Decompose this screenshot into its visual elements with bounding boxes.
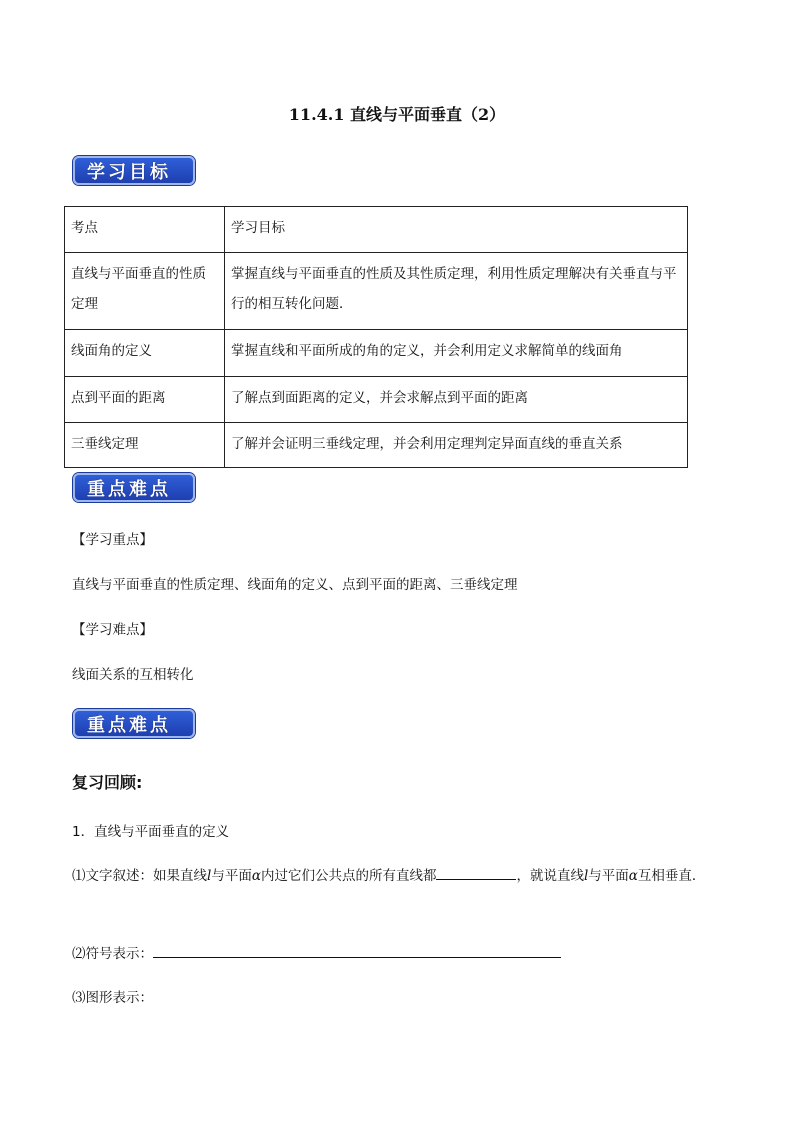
page-title: 11.4.1 直线与平面垂直（2） bbox=[288, 105, 506, 124]
section-banner-objectives: 学习目标 bbox=[73, 156, 195, 185]
review-title: 复习回顾: bbox=[72, 773, 143, 792]
text-run: 与平面 bbox=[211, 868, 252, 884]
table-cell-goal: 了解并会证明三垂线定理，并会利用定理判定异面直线的垂直关系 bbox=[225, 423, 688, 468]
table-header-cell: 学习目标 bbox=[225, 207, 688, 253]
text-run: ⑵符号表示： bbox=[72, 946, 153, 962]
table-cell-goal: 了解点到面距离的定义，并会求解点到平面的距离 bbox=[225, 377, 688, 423]
section-banner-keypoints: 重点难点 bbox=[73, 473, 195, 502]
fill-blank[interactable] bbox=[153, 943, 561, 958]
text-run: ，就说直线 bbox=[516, 868, 584, 884]
variable-l: l bbox=[583, 868, 589, 884]
fill-blank[interactable] bbox=[436, 865, 516, 880]
table-header-row bbox=[65, 207, 688, 253]
table-row bbox=[65, 377, 688, 423]
definition-paragraph bbox=[72, 859, 724, 893]
objectives-table bbox=[64, 206, 688, 468]
variable-alpha: α bbox=[628, 868, 638, 884]
variable-alpha: α bbox=[251, 868, 261, 884]
table-header-cell: 考点 bbox=[65, 207, 225, 253]
variable-l: l bbox=[207, 868, 212, 884]
key-text: 直线与平面垂直的性质定理、线面角的定义、点到平面的距离、三垂线定理 bbox=[72, 577, 518, 593]
key-label: 【学习重点】 bbox=[72, 532, 153, 548]
table-row bbox=[65, 253, 688, 330]
text-run: 与平面 bbox=[588, 868, 629, 884]
table-cell-topic: 直线与平面垂直的性质定理 bbox=[65, 253, 225, 330]
table-row bbox=[65, 330, 688, 377]
difficulty-text: 线面关系的互相转化 bbox=[72, 667, 194, 683]
table-cell-topic: 三垂线定理 bbox=[65, 423, 225, 468]
text-run: ⑴文字叙述：如果直线 bbox=[72, 868, 207, 884]
review-item-1: 1．直线与平面垂直的定义 bbox=[72, 824, 230, 840]
figure-paragraph: ⑶图形表示： bbox=[72, 990, 153, 1006]
table-cell-topic: 点到平面的距离 bbox=[65, 377, 225, 423]
section-banner-keypoints-2: 重点难点 bbox=[73, 709, 195, 738]
symbol-paragraph bbox=[72, 937, 724, 971]
difficulty-label: 【学习难点】 bbox=[72, 622, 153, 638]
table-cell-topic: 线面角的定义 bbox=[65, 330, 225, 377]
table-row bbox=[65, 423, 688, 468]
table-cell-goal: 掌握直线与平面垂直的性质及其性质定理，利用性质定理解决有关垂直与平行的相互转化问题． bbox=[225, 253, 688, 330]
text-run: 内过它们公共点的所有直线都 bbox=[260, 868, 437, 884]
table-cell-goal: 掌握直线和平面所成的角的定义，并会利用定义求解简单的线面角 bbox=[225, 330, 688, 377]
text-run: 互相垂直． bbox=[637, 868, 706, 884]
